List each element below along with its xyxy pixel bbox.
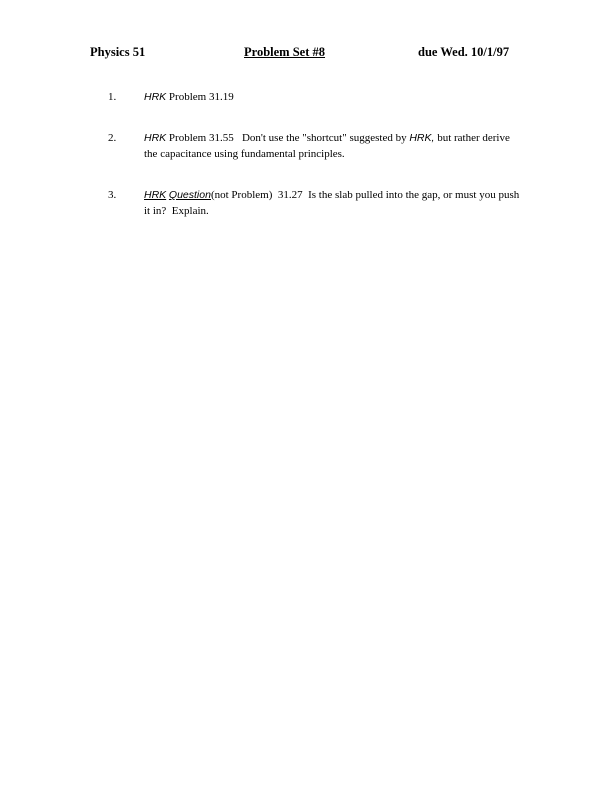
problem-description-continued: but rather derive the capacitance using fundamental principles. xyxy=(144,132,510,160)
textbook-reference: HRK xyxy=(144,91,167,103)
page-header xyxy=(0,45,612,63)
problem-text xyxy=(144,187,524,219)
problem-description: (not Problem) 31.27 Is the slab pulled into the gap, or must you push it in? Explain. xyxy=(144,189,522,217)
due-date: due Wed. 10/1/97 xyxy=(418,45,510,59)
problem-number: 3. xyxy=(108,189,117,201)
course-name: Physics 51 xyxy=(90,45,146,59)
textbook-reference: HRK xyxy=(144,132,167,144)
problem-set-title: Problem Set #8 xyxy=(244,45,326,59)
question-label: Question xyxy=(168,189,211,201)
problem-text xyxy=(144,89,524,105)
problem-description: Problem 31.19 xyxy=(168,91,234,103)
problem-text xyxy=(144,130,524,162)
problem-number: 2. xyxy=(108,132,117,144)
textbook-reference: HRK xyxy=(144,189,167,201)
textbook-reference-inline: HRK, xyxy=(409,132,435,144)
problem-description: Problem 31.55 Don't use the "shortcut" suggested by xyxy=(168,132,410,144)
problem-number: 1. xyxy=(108,91,117,103)
